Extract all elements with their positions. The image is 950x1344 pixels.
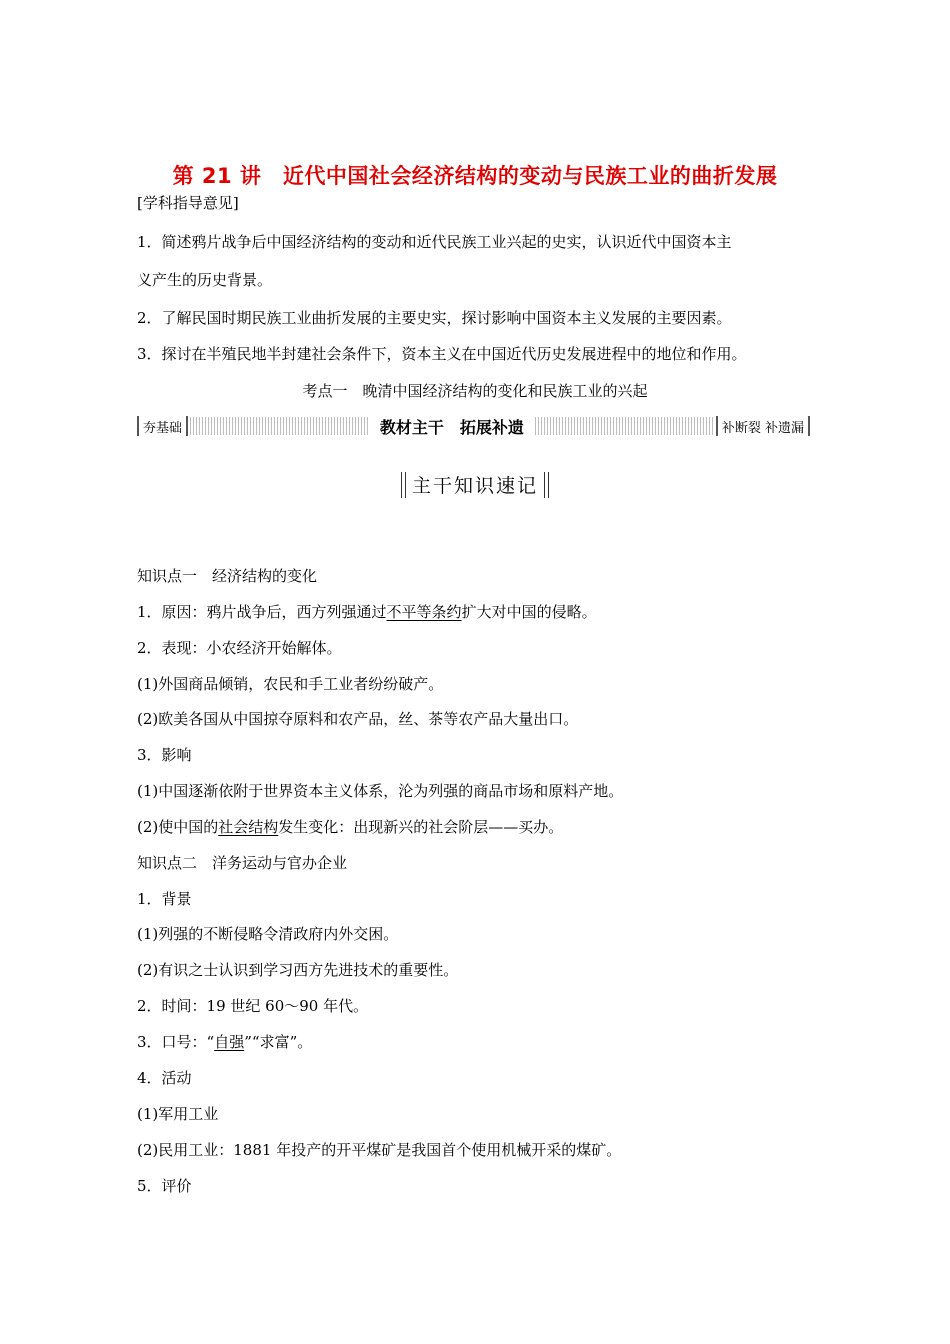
guide-heading: [学科指导意见]	[137, 194, 239, 212]
content-line: (2)有识之士认识到学习西方先进技术的重要性。	[137, 961, 459, 979]
content-line: (2)使中国的社会结构发生变化：出现新兴的社会阶层——买办。	[137, 818, 564, 836]
content-line: (1)军用工业	[137, 1105, 219, 1123]
banner-divider	[808, 416, 810, 436]
banner-right-label: 补断裂 补遗漏	[721, 420, 804, 436]
underlined-term: 自强	[214, 1033, 245, 1051]
knowledge-point-1: 知识点一 经济结构的变化	[137, 567, 318, 585]
content-line: 3．影响	[137, 746, 192, 764]
guide-item-1: 1．简述鸦片战争后中国经济结构的变动和近代民族工业兴起的史实，认识近代中国资本主	[137, 233, 732, 251]
content-line: 3．口号：“自强”“求富”。	[137, 1033, 313, 1051]
kaodian-heading: 考点一 晚清中国经济结构的变化和民族工业的兴起	[302, 382, 648, 400]
content-line: 4．活动	[137, 1069, 192, 1087]
section-banner	[137, 415, 810, 437]
section-right-bar	[544, 472, 549, 498]
banner-middle-label: 教材主干 拓展补遗	[370, 415, 534, 438]
banner-divider	[186, 416, 188, 436]
section-title: 主干知识速记	[411, 475, 538, 497]
banner-left-label: 夯基础	[143, 420, 183, 436]
underlined-term: 不平等条约	[386, 603, 462, 621]
knowledge-point-2: 知识点二 洋务运动与官办企业	[137, 854, 348, 872]
content-line: (2)欧美各国从中国掠夺原料和农产品，丝、茶等农产品大量出口。	[137, 710, 579, 728]
content-line: (1)中国逐渐依附于世界资本主义体系，沦为列强的商品市场和原料产地。	[137, 782, 624, 800]
guide-item-1-cont: 义产生的历史背景。	[137, 271, 273, 289]
guide-item-2: 2．了解民国时期民族工业曲折发展的主要史实，探讨影响中国资本主义发展的主要因素。	[137, 309, 732, 327]
content-line: 2．表现：小农经济开始解体。	[137, 639, 342, 657]
section-left-bar	[401, 472, 406, 498]
lesson-title: 第 21 讲 近代中国社会经济结构的变动与民族工业的曲折发展	[172, 164, 778, 188]
content-line: (2)民用工业：1881 年投产的开平煤矿是我国首个使用机械开采的煤矿。	[137, 1141, 622, 1159]
content-line: 5．评价	[137, 1177, 192, 1195]
section-header	[0, 471, 950, 498]
content-line: (1)外国商品倾销，农民和手工业者纷纷破产。	[137, 675, 444, 693]
content-line: 2．时间：19 世纪 60～90 年代。	[137, 997, 369, 1015]
content-line: (1)列强的不断侵略令清政府内外交困。	[137, 925, 399, 943]
content-line: 1．原因：鸦片战争后，西方列强通过不平等条约扩大对中国的侵略。	[137, 603, 597, 621]
banner-hatch	[190, 417, 714, 435]
guide-item-3: 3．探讨在半殖民地半封建社会条件下，资本主义在中国近代历史发展进程中的地位和作用。	[137, 345, 747, 363]
underlined-term: 社会结构	[218, 818, 279, 836]
content-line: 1．背景	[137, 890, 192, 908]
